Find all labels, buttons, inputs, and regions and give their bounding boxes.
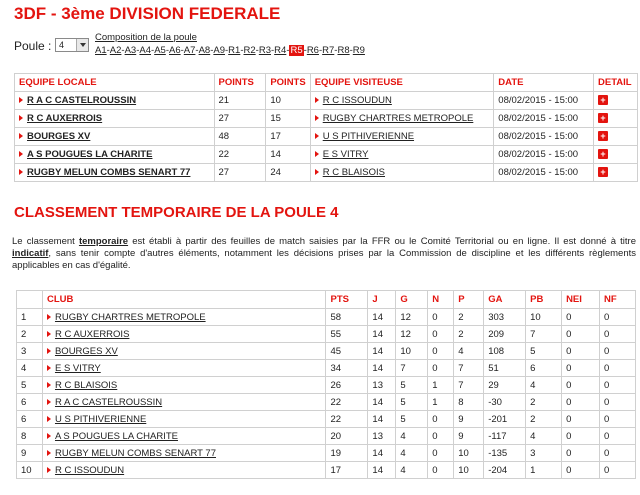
stat-pts: 45 bbox=[326, 343, 368, 360]
match-row bbox=[15, 146, 638, 164]
away-team-cell[interactable] bbox=[310, 92, 494, 110]
stat-p: 10 bbox=[454, 462, 484, 479]
standings-col-header: N bbox=[428, 291, 454, 309]
poule-link-separator: - bbox=[195, 45, 199, 56]
stat-nei: 0 bbox=[562, 326, 600, 343]
stat-j: 13 bbox=[368, 428, 396, 445]
stat-p: 4 bbox=[454, 343, 484, 360]
standings-table bbox=[16, 290, 636, 479]
triangle-right-icon bbox=[47, 314, 51, 320]
triangle-right-icon bbox=[47, 467, 51, 473]
stat-ga: -117 bbox=[484, 428, 526, 445]
stat-ga: -30 bbox=[484, 394, 526, 411]
triangle-right-icon bbox=[315, 133, 319, 139]
stat-nf: 0 bbox=[600, 360, 636, 377]
club-cell[interactable] bbox=[42, 343, 326, 360]
stat-pts: 20 bbox=[326, 428, 368, 445]
stat-nf: 0 bbox=[600, 309, 636, 326]
standings-row bbox=[17, 326, 636, 343]
standings-col-header: PTS bbox=[326, 291, 368, 309]
plus-icon[interactable]: + bbox=[598, 95, 608, 105]
club-cell[interactable] bbox=[42, 326, 326, 343]
stat-nf: 0 bbox=[600, 394, 636, 411]
stat-p: 7 bbox=[454, 360, 484, 377]
stat-pts: 19 bbox=[326, 445, 368, 462]
stat-pts: 34 bbox=[326, 360, 368, 377]
home-points: 27 bbox=[214, 164, 266, 182]
standings-col-header: PB bbox=[526, 291, 562, 309]
poule-link-separator: - bbox=[151, 45, 155, 56]
triangle-right-icon bbox=[19, 115, 23, 121]
plus-icon[interactable]: + bbox=[598, 149, 608, 159]
away-points: 14 bbox=[266, 146, 310, 164]
away-team-cell[interactable] bbox=[310, 110, 494, 128]
stat-ga: -135 bbox=[484, 445, 526, 462]
detail-cell bbox=[594, 110, 638, 128]
match-row bbox=[15, 164, 638, 182]
match-date: 08/02/2015 - 15:00 bbox=[494, 92, 594, 110]
stat-n: 0 bbox=[428, 326, 454, 343]
stat-pb: 10 bbox=[526, 309, 562, 326]
stat-nf: 0 bbox=[600, 445, 636, 462]
intro-text-3: , sans tenir compte d'autres éléments, notamment les décisions prises par la Commission de discipline et les différents règlements applicables en cas d'égalité. bbox=[12, 248, 636, 271]
stat-p: 8 bbox=[454, 394, 484, 411]
poule-link-separator: - bbox=[165, 45, 169, 56]
stat-p: 9 bbox=[454, 428, 484, 445]
stat-nei: 0 bbox=[562, 411, 600, 428]
stat-n: 0 bbox=[428, 343, 454, 360]
chevron-down-icon[interactable] bbox=[76, 39, 88, 51]
match-date: 08/02/2015 - 15:00 bbox=[494, 110, 594, 128]
poule-link-r8[interactable]: R8 bbox=[337, 45, 350, 56]
poule-link-separator: - bbox=[318, 45, 323, 56]
triangle-right-icon bbox=[315, 115, 319, 121]
triangle-right-icon bbox=[47, 450, 51, 456]
home-points: 27 bbox=[214, 110, 266, 128]
home-team-link[interactable]: RUGBY MELUN COMBS SENART 77 bbox=[27, 167, 191, 178]
rank: 6 bbox=[17, 394, 43, 411]
classement-title: CLASSEMENT TEMPORAIRE DE LA POULE 4 bbox=[14, 204, 339, 221]
rank: 6 bbox=[17, 411, 43, 428]
away-team-link[interactable]: E S VITRY bbox=[322, 149, 369, 160]
rank: 5 bbox=[17, 377, 43, 394]
stat-p: 7 bbox=[454, 377, 484, 394]
home-team-link[interactable]: R C AUXERROIS bbox=[27, 113, 103, 124]
stat-n: 0 bbox=[428, 428, 454, 445]
poule-link-a6[interactable]: A6 bbox=[168, 45, 181, 56]
poule-link-separator: - bbox=[180, 45, 184, 56]
stat-pb: 1 bbox=[526, 462, 562, 479]
stat-nf: 0 bbox=[600, 411, 636, 428]
matches-table bbox=[14, 73, 638, 182]
triangle-right-icon bbox=[19, 97, 23, 103]
stat-n: 1 bbox=[428, 394, 454, 411]
club-link[interactable]: RUGBY MELUN COMBS SENART 77 bbox=[54, 447, 216, 459]
stat-ga: -204 bbox=[484, 462, 526, 479]
stat-p: 9 bbox=[454, 411, 484, 428]
stat-pts: 58 bbox=[326, 309, 368, 326]
stat-ga: -201 bbox=[484, 411, 526, 428]
home-team-cell[interactable] bbox=[15, 164, 215, 182]
club-link[interactable]: BOURGES XV bbox=[54, 345, 118, 357]
home-team-link[interactable]: A S POUGUES LA CHARITE bbox=[27, 149, 153, 160]
stat-nei: 0 bbox=[562, 428, 600, 445]
matches-header-row bbox=[15, 74, 638, 92]
club-link[interactable]: R C AUXERROIS bbox=[54, 328, 130, 340]
matches-col-header: EQUIPE VISITEUSE bbox=[310, 74, 494, 92]
standings-row bbox=[17, 309, 636, 326]
triangle-right-icon bbox=[47, 416, 51, 422]
stat-nei: 0 bbox=[562, 309, 600, 326]
stat-nf: 0 bbox=[600, 462, 636, 479]
home-points: 48 bbox=[214, 128, 266, 146]
poule-link-r4[interactable]: R4 bbox=[274, 45, 287, 56]
away-team-cell[interactable] bbox=[310, 128, 494, 146]
poule-link-separator: - bbox=[270, 45, 275, 56]
standings-row bbox=[17, 394, 636, 411]
stat-j: 14 bbox=[368, 309, 396, 326]
stat-pts: 26 bbox=[326, 377, 368, 394]
poule-link-a9[interactable]: A9 bbox=[213, 45, 225, 56]
away-team-link[interactable]: RUGBY CHARTRES METROPOLE bbox=[322, 113, 474, 124]
club-link[interactable]: R A C CASTELROUSSIN bbox=[54, 396, 163, 408]
away-points: 15 bbox=[266, 110, 310, 128]
stat-j: 13 bbox=[368, 377, 396, 394]
stat-pb: 2 bbox=[526, 411, 562, 428]
page-title: 3DF - 3ème DIVISION FEDERALE bbox=[14, 4, 281, 23]
stat-g: 4 bbox=[396, 462, 428, 479]
composition-link[interactable]: Composition de la poule bbox=[95, 32, 197, 43]
stat-pb: 7 bbox=[526, 326, 562, 343]
stat-j: 14 bbox=[368, 360, 396, 377]
standings-col-header: CLUB bbox=[42, 291, 326, 309]
poule-link-separator: - bbox=[286, 45, 290, 56]
triangle-right-icon bbox=[315, 169, 319, 175]
stat-nei: 0 bbox=[562, 377, 600, 394]
away-points: 24 bbox=[266, 164, 310, 182]
poule-link-separator: - bbox=[255, 45, 259, 56]
poule-link-r3[interactable]: R3 bbox=[258, 45, 271, 56]
poule-link-a8[interactable]: A8 bbox=[198, 45, 211, 56]
stat-n: 0 bbox=[428, 445, 454, 462]
rank: 2 bbox=[17, 326, 43, 343]
stat-g: 5 bbox=[396, 411, 428, 428]
stat-g: 7 bbox=[396, 360, 428, 377]
home-points: 22 bbox=[214, 146, 266, 164]
home-team-cell[interactable] bbox=[15, 128, 215, 146]
standings-col-header: NF bbox=[600, 291, 636, 309]
away-team-link[interactable]: U S PITHIVERIENNE bbox=[322, 131, 415, 142]
plus-icon[interactable]: + bbox=[598, 113, 608, 123]
stat-n: 0 bbox=[428, 360, 454, 377]
poule-link-separator: - bbox=[121, 45, 125, 56]
matches-body bbox=[15, 92, 638, 182]
stat-g: 12 bbox=[396, 309, 428, 326]
match-date: 08/02/2015 - 15:00 bbox=[494, 146, 594, 164]
poule-link-r1[interactable]: R1 bbox=[228, 45, 241, 56]
club-link[interactable]: RUGBY CHARTRES METROPOLE bbox=[54, 311, 206, 323]
poule-link-separator: - bbox=[303, 45, 307, 56]
stat-n: 0 bbox=[428, 462, 454, 479]
poule-link-r7[interactable]: R7 bbox=[322, 45, 335, 56]
club-link[interactable]: E S VITRY bbox=[54, 362, 101, 374]
home-points: 21 bbox=[214, 92, 266, 110]
match-row bbox=[15, 128, 638, 146]
stat-n: 0 bbox=[428, 411, 454, 428]
stat-j: 14 bbox=[368, 462, 396, 479]
poule-link-separator: - bbox=[210, 45, 214, 56]
home-team-cell[interactable] bbox=[15, 92, 215, 110]
away-points: 17 bbox=[266, 128, 310, 146]
standings-row bbox=[17, 377, 636, 394]
detail-cell bbox=[594, 146, 638, 164]
triangle-right-icon bbox=[47, 399, 51, 405]
standings-row bbox=[17, 462, 636, 479]
rank: 9 bbox=[17, 445, 43, 462]
stat-g: 4 bbox=[396, 428, 428, 445]
poule-select-value: 4 bbox=[59, 40, 65, 50]
classement-intro bbox=[12, 236, 636, 272]
stat-pb: 3 bbox=[526, 445, 562, 462]
standings-row bbox=[17, 360, 636, 377]
stat-ga: 51 bbox=[484, 360, 526, 377]
stat-pb: 4 bbox=[526, 377, 562, 394]
rank: 4 bbox=[17, 360, 43, 377]
stat-nf: 0 bbox=[600, 428, 636, 445]
club-cell[interactable] bbox=[42, 445, 326, 462]
stat-n: 1 bbox=[428, 377, 454, 394]
match-date: 08/02/2015 - 15:00 bbox=[494, 128, 594, 146]
stat-pts: 17 bbox=[326, 462, 368, 479]
stat-pts: 22 bbox=[326, 394, 368, 411]
club-link[interactable]: A S POUGUES LA CHARITE bbox=[54, 430, 178, 442]
home-team-link[interactable]: BOURGES XV bbox=[27, 131, 91, 142]
stat-pts: 22 bbox=[326, 411, 368, 428]
stat-ga: 29 bbox=[484, 377, 526, 394]
club-cell[interactable] bbox=[42, 411, 326, 428]
stat-ga: 209 bbox=[484, 326, 526, 343]
stat-g: 12 bbox=[396, 326, 428, 343]
stat-pb: 2 bbox=[526, 394, 562, 411]
stat-nei: 0 bbox=[562, 360, 600, 377]
stat-j: 14 bbox=[368, 445, 396, 462]
triangle-right-icon bbox=[19, 151, 23, 157]
stat-nf: 0 bbox=[600, 377, 636, 394]
poule-link-separator: - bbox=[225, 45, 229, 56]
triangle-right-icon bbox=[315, 151, 319, 157]
stat-g: 5 bbox=[396, 394, 428, 411]
away-points: 10 bbox=[266, 92, 310, 110]
home-team-cell[interactable] bbox=[15, 110, 215, 128]
triangle-right-icon bbox=[47, 331, 51, 337]
stat-pb: 5 bbox=[526, 343, 562, 360]
stat-nf: 0 bbox=[600, 326, 636, 343]
poule-link-separator: - bbox=[349, 45, 353, 56]
stat-g: 5 bbox=[396, 377, 428, 394]
poule-link-a4[interactable]: A4 bbox=[139, 45, 152, 56]
club-cell[interactable] bbox=[42, 394, 326, 411]
matches-col-header: POINTS bbox=[214, 74, 266, 92]
stat-nei: 0 bbox=[562, 394, 600, 411]
standings-header-row bbox=[17, 291, 636, 309]
stat-nei: 0 bbox=[562, 462, 600, 479]
matches-col-header: POINTS bbox=[266, 74, 310, 92]
stat-nei: 0 bbox=[562, 445, 600, 462]
poule-select[interactable] bbox=[55, 38, 89, 52]
stat-nei: 0 bbox=[562, 343, 600, 360]
standings-col-header bbox=[17, 291, 43, 309]
detail-cell bbox=[594, 92, 638, 110]
detail-cell bbox=[594, 128, 638, 146]
stat-j: 14 bbox=[368, 326, 396, 343]
match-row bbox=[15, 92, 638, 110]
club-cell[interactable] bbox=[42, 377, 326, 394]
poule-link-separator: - bbox=[240, 45, 244, 56]
poule-selector-row bbox=[14, 32, 624, 58]
standings-row bbox=[17, 428, 636, 445]
standings-col-header: NEI bbox=[562, 291, 600, 309]
standings-row bbox=[17, 343, 636, 360]
club-cell[interactable] bbox=[42, 428, 326, 445]
rank: 8 bbox=[17, 428, 43, 445]
club-link[interactable]: U S PITHIVERIENNE bbox=[54, 413, 147, 425]
home-team-link[interactable]: R A C CASTELROUSSIN bbox=[27, 95, 137, 106]
poule-link-r9[interactable]: R9 bbox=[352, 45, 365, 56]
stat-j: 14 bbox=[368, 411, 396, 428]
standings-col-header: J bbox=[368, 291, 396, 309]
stat-pts: 55 bbox=[326, 326, 368, 343]
poule-link-a5[interactable]: A5 bbox=[154, 45, 166, 56]
standings-body bbox=[17, 309, 636, 479]
match-row bbox=[15, 110, 638, 128]
intro-indicatif: indicatif bbox=[12, 248, 49, 259]
poule-link-r2[interactable]: R2 bbox=[243, 45, 256, 56]
triangle-right-icon bbox=[19, 133, 23, 139]
standings-col-header: G bbox=[396, 291, 428, 309]
stat-ga: 108 bbox=[484, 343, 526, 360]
club-cell[interactable] bbox=[42, 309, 326, 326]
poule-links bbox=[95, 45, 365, 56]
poule-link-separator: - bbox=[106, 45, 110, 56]
stat-n: 0 bbox=[428, 309, 454, 326]
stat-p: 10 bbox=[454, 445, 484, 462]
stat-g: 10 bbox=[396, 343, 428, 360]
stat-pb: 4 bbox=[526, 428, 562, 445]
home-team-cell[interactable] bbox=[15, 146, 215, 164]
stat-nf: 0 bbox=[600, 343, 636, 360]
poule-label: Poule : bbox=[14, 39, 52, 53]
stat-j: 14 bbox=[368, 394, 396, 411]
matches-col-header: DATE bbox=[494, 74, 594, 92]
matches-col-header: EQUIPE LOCALE bbox=[15, 74, 215, 92]
stat-ga: 303 bbox=[484, 309, 526, 326]
poule-link-a7[interactable]: A7 bbox=[183, 45, 196, 56]
poule-link-a3[interactable]: A3 bbox=[124, 45, 137, 56]
away-team-link[interactable]: R C BLAISOIS bbox=[322, 167, 386, 178]
triangle-right-icon bbox=[315, 97, 319, 103]
plus-icon[interactable]: + bbox=[598, 167, 608, 177]
detail-cell bbox=[594, 164, 638, 182]
stat-p: 2 bbox=[454, 326, 484, 343]
club-link[interactable]: R C ISSOUDUN bbox=[54, 464, 125, 476]
standings-col-header: P bbox=[454, 291, 484, 309]
poule-link-r6[interactable]: R6 bbox=[306, 45, 319, 56]
poule-link-separator: - bbox=[136, 45, 140, 56]
club-cell[interactable] bbox=[42, 462, 326, 479]
rank: 10 bbox=[17, 462, 43, 479]
stat-pb: 6 bbox=[526, 360, 562, 377]
away-team-cell[interactable] bbox=[310, 164, 494, 182]
stat-p: 2 bbox=[454, 309, 484, 326]
match-date: 08/02/2015 - 15:00 bbox=[494, 164, 594, 182]
poule-link-separator: - bbox=[334, 45, 338, 56]
intro-temporaire: temporaire bbox=[78, 236, 129, 247]
rank: 3 bbox=[17, 343, 43, 360]
triangle-right-icon bbox=[47, 365, 51, 371]
intro-text-1: Le classement bbox=[12, 236, 79, 247]
club-cell[interactable] bbox=[42, 360, 326, 377]
plus-icon[interactable]: + bbox=[598, 131, 608, 141]
club-link[interactable]: R C BLAISOIS bbox=[54, 379, 118, 391]
standings-col-header: GA bbox=[484, 291, 526, 309]
triangle-right-icon bbox=[47, 433, 51, 439]
standings-row bbox=[17, 411, 636, 428]
triangle-right-icon bbox=[47, 382, 51, 388]
matches-col-header: DETAIL bbox=[594, 74, 638, 92]
away-team-cell[interactable] bbox=[310, 146, 494, 164]
rank: 1 bbox=[17, 309, 43, 326]
intro-text-2: est établi à partir des feuilles de match saisies par la FFR ou le Comité Territorial ou en ligne. Il est donné à titre bbox=[128, 236, 636, 247]
triangle-right-icon bbox=[19, 169, 23, 175]
poule-link-a2[interactable]: A2 bbox=[109, 45, 122, 56]
away-team-link[interactable]: R C ISSOUDUN bbox=[322, 95, 392, 106]
triangle-right-icon bbox=[47, 348, 51, 354]
stat-j: 14 bbox=[368, 343, 396, 360]
standings-row bbox=[17, 445, 636, 462]
poule-link-a1[interactable]: A1 bbox=[95, 45, 107, 56]
poule-link-r5[interactable]: R5 bbox=[290, 45, 303, 56]
stat-g: 4 bbox=[396, 445, 428, 462]
